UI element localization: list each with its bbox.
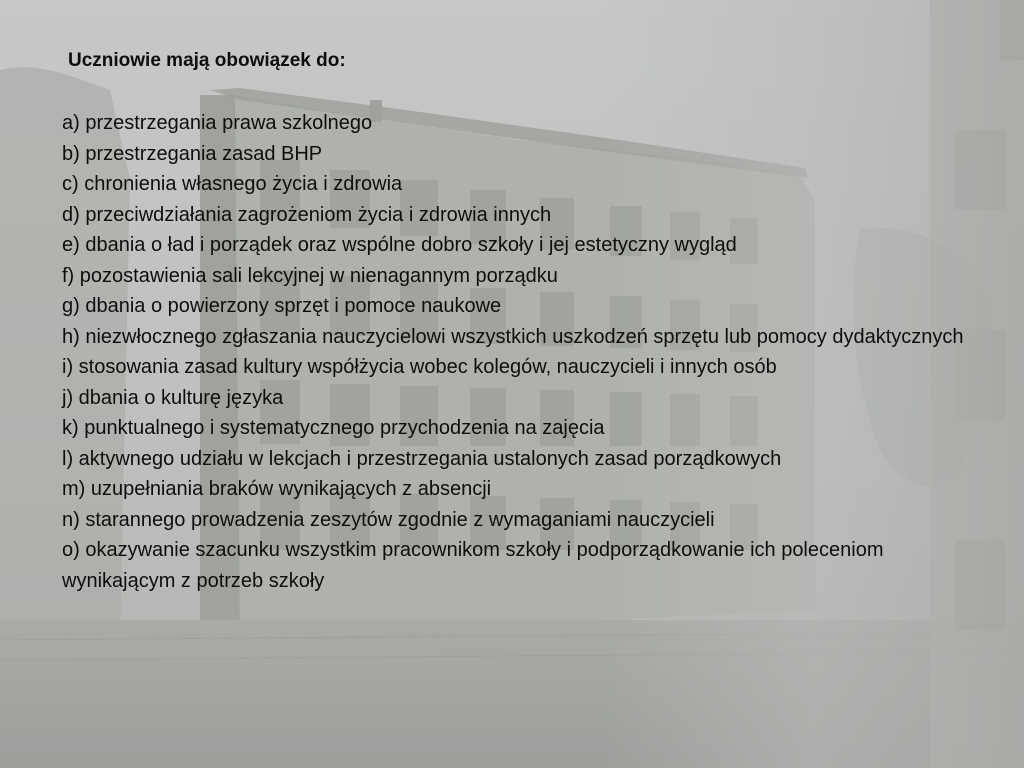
obligations-list (62, 108, 982, 596)
list-item: i) stosowania zasad kultury współżycia wobec kolegów, nauczycieli i innych osób (62, 356, 777, 378)
list-item: a) przestrzegania prawa szkolnego (62, 112, 373, 134)
slide-title: Uczniowie mają obowiązek do: (68, 50, 346, 71)
list-item: f) pozostawienia sali lekcyjnej w nienagannym porządku (62, 264, 558, 287)
list-item: h) niezwłocznego zgłaszania nauczycielowi wszystkich uszkodzeń sprzętu lub pomocy dydaktycznych (62, 325, 964, 348)
list-item: k) punktualnego i systematycznego przychodzenia na zajęcia (62, 417, 605, 439)
list-item: m) uzupełniania braków wynikających z absencji (62, 478, 492, 500)
list-item: e) dbania o ład i porządek oraz wspólne dobro szkoły i jej estetyczny wygląd (62, 234, 737, 256)
list-item: l) aktywnego udziału w lekcjach i przestrzegania ustalonych zasad porządkowych (62, 447, 782, 470)
list-item: d) przeciwdziałania zagrożeniom życia i zdrowia innych (62, 203, 552, 226)
list-item: g) dbania o powierzony sprzęt i pomoce naukowe (62, 295, 502, 317)
list-item: n) starannego prowadzenia zeszytów zgodnie z wymaganiami nauczycieli (62, 508, 715, 531)
list-item: j) dbania o kulturę języka (62, 386, 284, 409)
blank-line (62, 76, 982, 108)
slide-text-frame (62, 46, 982, 596)
list-item: b) przestrzegania zasad BHP (62, 142, 323, 165)
list-item: c) chronienia własnego życia i zdrowia (62, 173, 403, 195)
list-item: o) okazywanie szacunku wszystkim pracownikom szkoły i podporządkowanie ich poleceniom wynikającym z potrzeb szkoły (62, 539, 884, 592)
